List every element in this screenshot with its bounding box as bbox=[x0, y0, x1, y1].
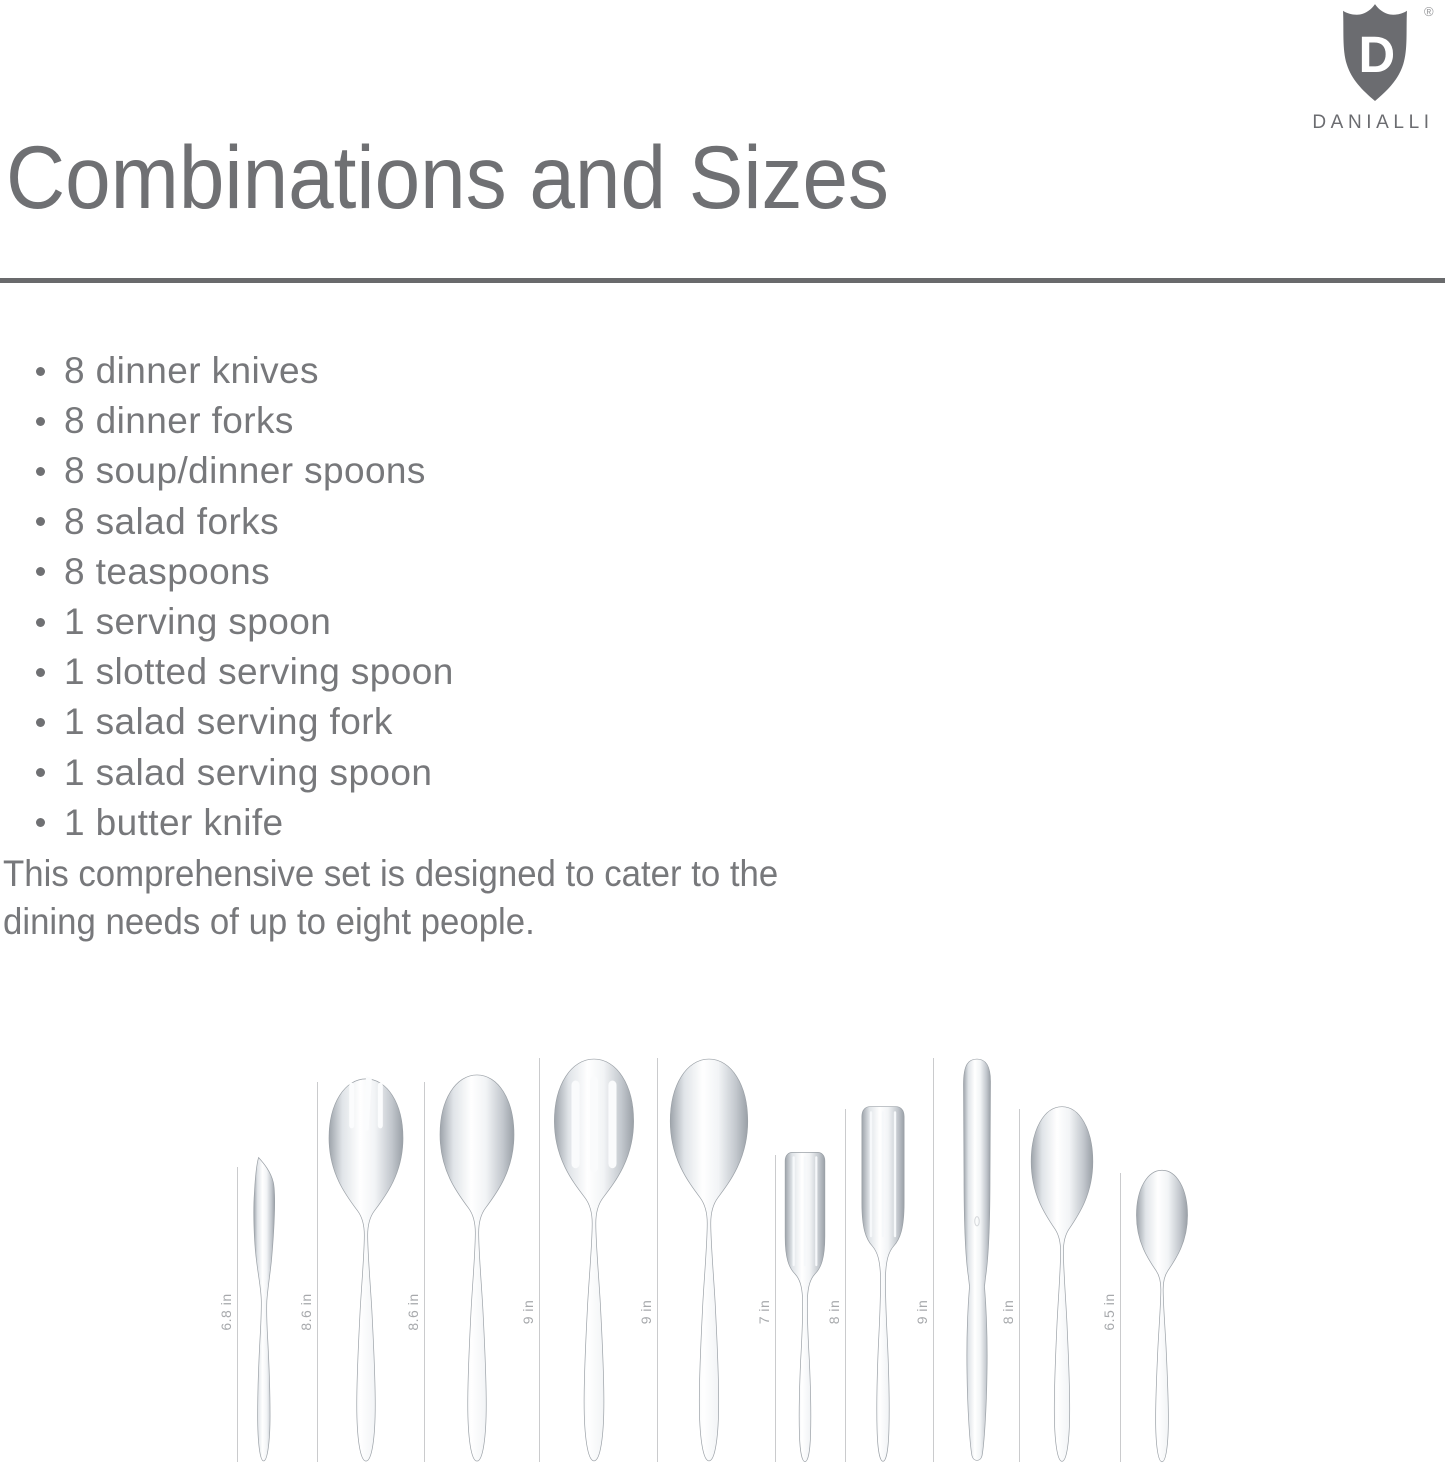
measure-label-soup-dinner-spoon: 8 in bbox=[1000, 1299, 1016, 1325]
brand-initial: D bbox=[1358, 25, 1396, 83]
measure-label-dinner-fork: 8 in bbox=[826, 1299, 842, 1325]
description-line-2: dining needs of up to eight people. bbox=[3, 900, 535, 942]
teaspoon-image bbox=[1133, 1168, 1191, 1464]
set-contents-item-label: 8 teaspoons bbox=[64, 550, 271, 592]
measure-label-salad-serving-fork: 8.6 in bbox=[298, 1293, 314, 1331]
dinner-knife-image bbox=[952, 1056, 1002, 1464]
page-title: Combinations and Sizes bbox=[6, 127, 889, 227]
dinner-fork-image bbox=[850, 1104, 916, 1464]
description-line-1: This comprehensive set is designed to cater to the bbox=[3, 853, 779, 894]
measure-label-butter-knife: 6.8 in bbox=[218, 1293, 234, 1331]
set-contents-item-label: 8 soup/dinner spoons bbox=[64, 450, 426, 492]
soup-dinner-spoon-image bbox=[1027, 1104, 1097, 1464]
brand-name: DANIALLI bbox=[1312, 112, 1434, 133]
measure-line-serving-spoon bbox=[657, 1058, 658, 1462]
measure-label-dinner-knife: 9 in bbox=[914, 1299, 930, 1325]
measure-line-salad-serving-fork bbox=[317, 1082, 318, 1462]
set-contents-item-label: 1 serving spoon bbox=[64, 601, 332, 643]
measure-line-butter-knife bbox=[237, 1167, 238, 1462]
measure-line-dinner-knife bbox=[933, 1058, 934, 1462]
measure-line-slotted-serving-spoon bbox=[539, 1058, 540, 1462]
salad-serving-fork-image bbox=[324, 1076, 408, 1464]
set-contents-item-label: 1 salad serving spoon bbox=[64, 751, 433, 793]
measure-line-dinner-fork bbox=[845, 1109, 846, 1462]
serving-spoon-image bbox=[665, 1056, 753, 1464]
set-contents-item-label: 8 dinner forks bbox=[64, 400, 294, 442]
measure-label-teaspoon: 6.5 in bbox=[1101, 1293, 1117, 1331]
registered-mark: ® bbox=[1424, 4, 1434, 19]
measure-label-salad-fork: 7 in bbox=[756, 1299, 772, 1325]
measure-line-soup-dinner-spoon bbox=[1019, 1109, 1020, 1462]
set-contents-item-label: 1 butter knife bbox=[64, 801, 284, 843]
measure-label-slotted-serving-spoon: 9 in bbox=[520, 1299, 536, 1325]
set-contents-item-label: 1 slotted serving spoon bbox=[64, 651, 454, 693]
salad-serving-spoon-image bbox=[435, 1072, 519, 1464]
measure-line-salad-serving-spoon bbox=[424, 1082, 425, 1462]
set-contents-item-label: 8 salad forks bbox=[64, 500, 279, 542]
measure-label-salad-serving-spoon: 8.6 in bbox=[405, 1293, 421, 1331]
measure-line-teaspoon bbox=[1120, 1173, 1121, 1462]
slotted-serving-spoon-image bbox=[549, 1056, 639, 1464]
set-contents-item-label: 1 salad serving fork bbox=[64, 701, 393, 743]
set-contents-item-label: 8 dinner knives bbox=[64, 350, 319, 392]
measure-label-serving-spoon: 9 in bbox=[638, 1299, 654, 1325]
butter-knife-image bbox=[242, 1156, 288, 1464]
